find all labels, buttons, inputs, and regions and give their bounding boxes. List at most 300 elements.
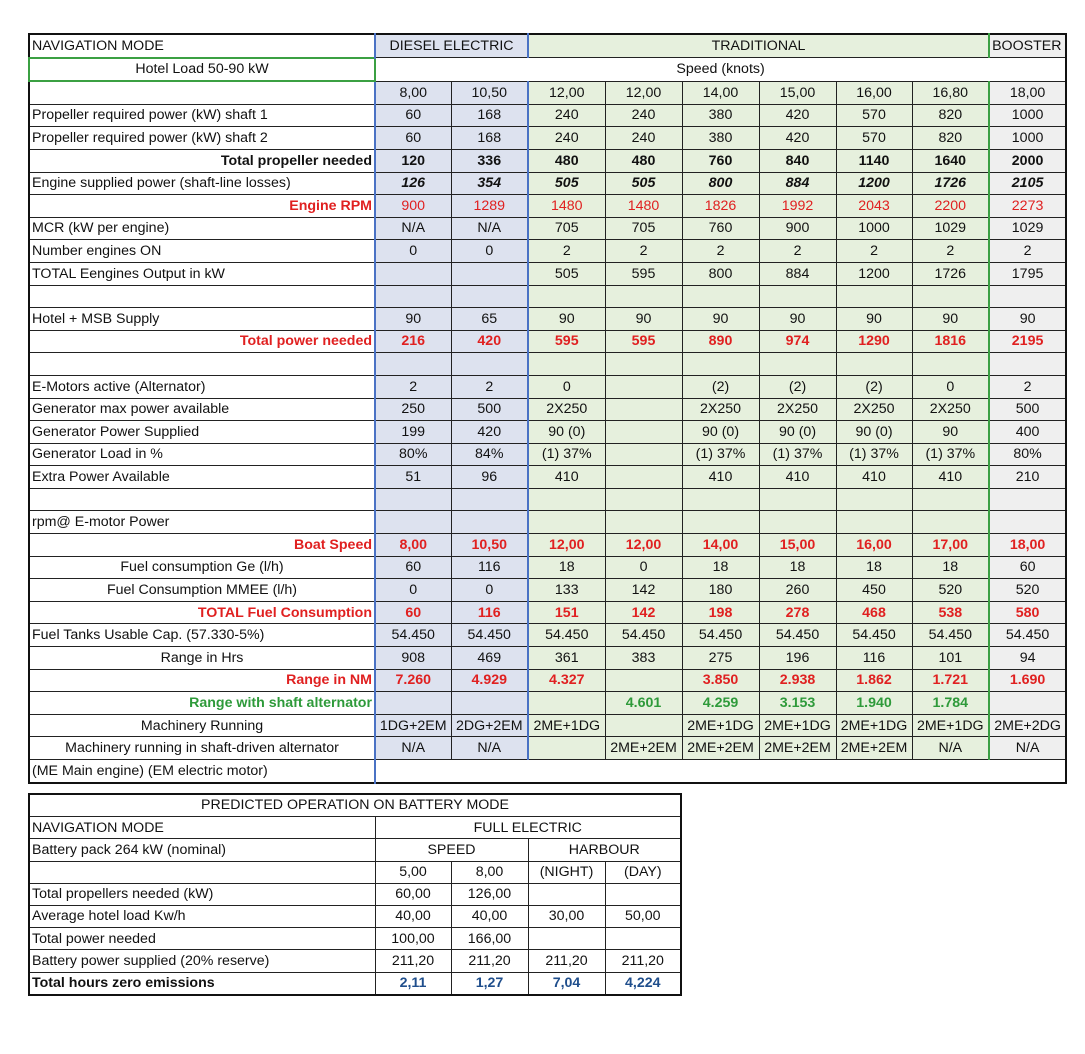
table-cell: 90 [989, 308, 1066, 331]
row-label: Generator Load in % [29, 443, 375, 466]
table-cell: 420 [451, 330, 528, 353]
row-label: Propeller required power (kW) shaft 1 [29, 104, 375, 127]
table-cell: 1.690 [989, 669, 1066, 692]
table-cell: 1140 [836, 149, 912, 172]
table-cell: 126 [375, 172, 451, 195]
table-cell: 4.929 [451, 669, 528, 692]
table-cell: 80% [375, 443, 451, 466]
table-cell: 90 (0) [682, 421, 759, 444]
battery-row-label: Total hours zero emissions [29, 972, 375, 995]
table-cell: 570 [836, 127, 912, 150]
table-cell: 90 [605, 308, 682, 331]
table-cell: 420 [759, 104, 836, 127]
mode-traditional: TRADITIONAL [528, 34, 989, 58]
table-cell: 500 [989, 398, 1066, 421]
table-cell: 1.940 [836, 692, 912, 715]
table-cell: 101 [912, 647, 989, 670]
table-cell: 0 [528, 375, 605, 398]
table-cell: 1200 [836, 262, 912, 285]
battery-cell: 40,00 [375, 905, 451, 927]
row-label: Boat Speed [29, 534, 375, 557]
table-cell: 2 [605, 240, 682, 263]
table-cell: 1029 [912, 217, 989, 240]
table-cell: 505 [528, 172, 605, 195]
table-cell: 90 [759, 308, 836, 331]
table-cell: 90 [375, 308, 451, 331]
table-cell: 900 [375, 195, 451, 218]
table-cell [528, 488, 605, 511]
battery-cell: 126,00 [451, 883, 528, 905]
table-cell: 60 [989, 556, 1066, 579]
table-cell: 240 [605, 127, 682, 150]
table-cell: 705 [528, 217, 605, 240]
table-cell: 580 [989, 601, 1066, 624]
row-label: rpm@ E-motor Power [29, 511, 375, 534]
row-label: Propeller required power (kW) shaft 2 [29, 127, 375, 150]
table-cell: 2 [836, 240, 912, 263]
row-label [29, 488, 375, 511]
table-cell: 54.450 [605, 624, 682, 647]
table-cell [605, 398, 682, 421]
table-cell: (1) 37% [528, 443, 605, 466]
table-cell: 4.601 [605, 692, 682, 715]
battery-cell: 7,04 [528, 972, 605, 995]
table-cell: 90 [682, 308, 759, 331]
table-cell: 520 [912, 579, 989, 602]
table-cell: 1795 [989, 262, 1066, 285]
table-cell: 90 [912, 308, 989, 331]
battery-cell: 40,00 [451, 905, 528, 927]
speed-header-cell: 18,00 [989, 81, 1066, 104]
table-cell: 4.327 [528, 669, 605, 692]
hotel-load-label: Hotel Load 50-90 kW [29, 58, 375, 82]
table-cell: 275 [682, 647, 759, 670]
table-cell: 1816 [912, 330, 989, 353]
table-cell: 90 (0) [528, 421, 605, 444]
table-cell: N/A [912, 737, 989, 760]
row-label: Engine RPM [29, 195, 375, 218]
table-cell: 500 [451, 398, 528, 421]
table-cell: 54.450 [375, 624, 451, 647]
table-cell: 884 [759, 172, 836, 195]
table-cell: 278 [759, 601, 836, 624]
battery-cell: 100,00 [375, 928, 451, 950]
speed-header-cell: 16,80 [912, 81, 989, 104]
table-cell: 410 [912, 466, 989, 489]
row-label: Machinery Running [29, 714, 375, 737]
table-cell: 180 [682, 579, 759, 602]
table-cell: 1726 [912, 262, 989, 285]
table-cell: N/A [451, 737, 528, 760]
table-cell [375, 692, 451, 715]
table-cell: 570 [836, 104, 912, 127]
table-cell: 12,00 [605, 534, 682, 557]
table-cell [989, 353, 1066, 376]
table-cell [375, 488, 451, 511]
row-label: Engine supplied power (shaft-line losses) [29, 172, 375, 195]
battery-title: PREDICTED OPERATION ON BATTERY MODE [29, 794, 681, 817]
table-cell: 60 [375, 601, 451, 624]
battery-cell: 1,27 [451, 972, 528, 995]
table-cell [682, 488, 759, 511]
table-cell: 820 [912, 104, 989, 127]
table-cell: 505 [605, 172, 682, 195]
table-cell: (1) 37% [912, 443, 989, 466]
table-cell: 54.450 [682, 624, 759, 647]
table-cell: 142 [605, 601, 682, 624]
table-cell [759, 511, 836, 534]
table-cell: 210 [989, 466, 1066, 489]
table-cell: 2000 [989, 149, 1066, 172]
table-cell: 90 (0) [836, 421, 912, 444]
table-cell: 2 [759, 240, 836, 263]
table-cell [759, 285, 836, 308]
table-cell [528, 353, 605, 376]
footnote-blank [375, 760, 1066, 783]
battery-subheader-blank [29, 861, 375, 883]
table-cell: 1826 [682, 195, 759, 218]
table-cell [836, 353, 912, 376]
table-cell: 151 [528, 601, 605, 624]
table-cell: 800 [682, 262, 759, 285]
battery-row-label: Average hotel load Kw/h [29, 905, 375, 927]
table-cell: 1.862 [836, 669, 912, 692]
footnote: (ME Main engine) (EM electric motor) [29, 760, 375, 783]
battery-cell: 60,00 [375, 883, 451, 905]
battery-cell: 211,20 [375, 950, 451, 972]
speed-header-cell: 16,00 [836, 81, 912, 104]
table-cell: 1.784 [912, 692, 989, 715]
table-cell: 1289 [451, 195, 528, 218]
table-cell: 8,00 [375, 534, 451, 557]
table-cell: (2) [682, 375, 759, 398]
table-cell: 168 [451, 127, 528, 150]
table-cell: 168 [451, 104, 528, 127]
table-cell: 199 [375, 421, 451, 444]
table-cell: 120 [375, 149, 451, 172]
battery-row-label: Total propellers needed (kW) [29, 883, 375, 905]
table-cell: 1029 [989, 217, 1066, 240]
table-cell: 0 [375, 240, 451, 263]
table-cell: 2 [989, 240, 1066, 263]
table-cell: 14,00 [682, 534, 759, 557]
table-cell: 410 [682, 466, 759, 489]
table-cell: 380 [682, 104, 759, 127]
table-cell [912, 511, 989, 534]
table-cell: 361 [528, 647, 605, 670]
table-cell: 18 [836, 556, 912, 579]
table-cell: 17,00 [912, 534, 989, 557]
table-cell: (1) 37% [759, 443, 836, 466]
table-cell [605, 669, 682, 692]
row-label: E-Motors active (Alternator) [29, 375, 375, 398]
row-label: Range in Hrs [29, 647, 375, 670]
table-cell: 520 [989, 579, 1066, 602]
table-cell: 538 [912, 601, 989, 624]
table-cell: 2ME+2EM [682, 737, 759, 760]
table-cell: 90 [528, 308, 605, 331]
table-cell [682, 285, 759, 308]
table-cell: 10,50 [451, 534, 528, 557]
table-cell: 1000 [989, 104, 1066, 127]
speed-header-cell: 14,00 [682, 81, 759, 104]
table-cell: 1290 [836, 330, 912, 353]
table-cell: 51 [375, 466, 451, 489]
table-cell: 410 [759, 466, 836, 489]
table-cell: 1DG+2EM [375, 714, 451, 737]
table-cell [605, 375, 682, 398]
table-cell: 18,00 [989, 534, 1066, 557]
table-cell: 240 [528, 104, 605, 127]
table-cell [682, 511, 759, 534]
table-cell [528, 511, 605, 534]
table-cell: 2 [375, 375, 451, 398]
battery-cell [605, 883, 681, 905]
table-cell: 3.850 [682, 669, 759, 692]
table-cell: 2 [451, 375, 528, 398]
table-cell: 90 [836, 308, 912, 331]
table-cell [605, 511, 682, 534]
table-cell: 400 [989, 421, 1066, 444]
table-cell: 2X250 [759, 398, 836, 421]
table-cell [375, 285, 451, 308]
table-cell [759, 353, 836, 376]
table-cell [451, 692, 528, 715]
table-cell: 1480 [605, 195, 682, 218]
table-cell [375, 353, 451, 376]
table-cell [605, 714, 682, 737]
row-label: Fuel Consumption MMEE (l/h) [29, 579, 375, 602]
table-cell: 820 [912, 127, 989, 150]
table-cell: 2105 [989, 172, 1066, 195]
table-cell [912, 285, 989, 308]
table-cell: 2ME+2DG [989, 714, 1066, 737]
table-cell: 80% [989, 443, 1066, 466]
table-cell: 1480 [528, 195, 605, 218]
table-cell: 2ME+2EM [759, 737, 836, 760]
speed-header-cell: 8,00 [375, 81, 451, 104]
table-cell: 198 [682, 601, 759, 624]
table-cell: 240 [605, 104, 682, 127]
table-cell: 0 [451, 240, 528, 263]
table-cell: 705 [605, 217, 682, 240]
battery-subheader-cell: 8,00 [451, 861, 528, 883]
battery-cell [605, 928, 681, 950]
battery-cell: 30,00 [528, 905, 605, 927]
row-label: Hotel + MSB Supply [29, 308, 375, 331]
table-cell: 54.450 [451, 624, 528, 647]
table-cell: 2X250 [912, 398, 989, 421]
table-cell [451, 488, 528, 511]
row-label: Range with shaft alternator [29, 692, 375, 715]
table-cell: 760 [682, 149, 759, 172]
table-cell [605, 285, 682, 308]
row-label: Total power needed [29, 330, 375, 353]
table-cell: 2X250 [528, 398, 605, 421]
table-cell: 760 [682, 217, 759, 240]
table-cell: 2ME+1DG [759, 714, 836, 737]
table-cell: 133 [528, 579, 605, 602]
table-cell: 2.938 [759, 669, 836, 692]
table-cell [989, 692, 1066, 715]
table-cell [451, 353, 528, 376]
table-cell [375, 511, 451, 534]
table-cell: 3.153 [759, 692, 836, 715]
table-cell: 4.259 [682, 692, 759, 715]
table-cell: 468 [836, 601, 912, 624]
table-cell: 908 [375, 647, 451, 670]
row-label: Fuel consumption Ge (l/h) [29, 556, 375, 579]
table-cell: 884 [759, 262, 836, 285]
table-cell [759, 488, 836, 511]
table-cell: 2ME+1DG [912, 714, 989, 737]
table-cell: 60 [375, 556, 451, 579]
table-cell [912, 488, 989, 511]
table-cell: 60 [375, 127, 451, 150]
row-label: Generator max power available [29, 398, 375, 421]
navigation-mode-table [28, 33, 1067, 784]
table-cell: 480 [605, 149, 682, 172]
table-cell [528, 737, 605, 760]
table-cell: 2200 [912, 195, 989, 218]
table-cell: (2) [836, 375, 912, 398]
table-cell: (2) [759, 375, 836, 398]
table-cell: (1) 37% [836, 443, 912, 466]
harbour-group-header: HARBOUR [528, 839, 681, 861]
table-cell: 90 [912, 421, 989, 444]
table-cell: 90 (0) [759, 421, 836, 444]
battery-subheader-cell: (NIGHT) [528, 861, 605, 883]
row-label: Number engines ON [29, 240, 375, 263]
table-cell: 2 [989, 375, 1066, 398]
table-cell: 116 [451, 601, 528, 624]
table-cell: 7.260 [375, 669, 451, 692]
table-cell: 18 [528, 556, 605, 579]
table-cell: 2 [682, 240, 759, 263]
battery-cell [528, 928, 605, 950]
table-cell: 1726 [912, 172, 989, 195]
table-cell [605, 353, 682, 376]
table-cell [375, 262, 451, 285]
table-cell [836, 488, 912, 511]
row-label: TOTAL Eengines Output in kW [29, 262, 375, 285]
battery-cell: 211,20 [605, 950, 681, 972]
battery-mode-table [28, 793, 682, 996]
row-label: Fuel Tanks Usable Cap. (57.330-5%) [29, 624, 375, 647]
full-electric-mode: FULL ELECTRIC [375, 817, 681, 839]
row-label: Machinery running in shaft-driven alternator [29, 737, 375, 760]
table-cell: 250 [375, 398, 451, 421]
table-cell [451, 262, 528, 285]
table-cell [605, 443, 682, 466]
table-cell: 1200 [836, 172, 912, 195]
table-cell: 260 [759, 579, 836, 602]
battery-cell: 211,20 [451, 950, 528, 972]
table-cell: 900 [759, 217, 836, 240]
row-label: Generator Power Supplied [29, 421, 375, 444]
table-cell: 1.721 [912, 669, 989, 692]
table-cell: 2ME+2EM [605, 737, 682, 760]
nav-mode-label: NAVIGATION MODE [29, 34, 375, 58]
table-cell: 1000 [989, 127, 1066, 150]
table-cell: 410 [836, 466, 912, 489]
battery-cell: 211,20 [528, 950, 605, 972]
battery-cell: 4,224 [605, 972, 681, 995]
table-cell: 380 [682, 127, 759, 150]
table-cell: 2DG+2EM [451, 714, 528, 737]
table-cell: 595 [605, 262, 682, 285]
table-cell: (1) 37% [682, 443, 759, 466]
table-cell: 2ME+1DG [682, 714, 759, 737]
table-cell: N/A [375, 737, 451, 760]
table-cell: 18 [912, 556, 989, 579]
table-cell: 18 [682, 556, 759, 579]
speed-group-header: SPEED [375, 839, 528, 861]
table-cell [605, 488, 682, 511]
battery-subheader-cell: 5,00 [375, 861, 451, 883]
table-cell: 354 [451, 172, 528, 195]
table-cell: 0 [912, 375, 989, 398]
table-cell [682, 353, 759, 376]
table-cell: 15,00 [759, 534, 836, 557]
table-cell: 54.450 [528, 624, 605, 647]
table-cell: N/A [989, 737, 1066, 760]
table-cell: 974 [759, 330, 836, 353]
table-cell [605, 466, 682, 489]
table-cell: 0 [375, 579, 451, 602]
table-cell [528, 692, 605, 715]
table-cell: 1992 [759, 195, 836, 218]
table-cell [989, 285, 1066, 308]
table-cell: 595 [528, 330, 605, 353]
speed-header-cell: 12,00 [605, 81, 682, 104]
battery-cell: 50,00 [605, 905, 681, 927]
table-cell: 450 [836, 579, 912, 602]
table-cell: 336 [451, 149, 528, 172]
table-cell: 18 [759, 556, 836, 579]
table-cell: 2X250 [836, 398, 912, 421]
table-cell: 2ME+2EM [836, 737, 912, 760]
row-label: Total propeller needed [29, 149, 375, 172]
table-cell: 54.450 [912, 624, 989, 647]
table-cell [912, 353, 989, 376]
table-cell: 2 [528, 240, 605, 263]
battery-nav-mode-label: NAVIGATION MODE [29, 817, 375, 839]
table-cell: 0 [451, 579, 528, 602]
table-cell: 2273 [989, 195, 1066, 218]
battery-row-label: Total power needed [29, 928, 375, 950]
table-cell [836, 285, 912, 308]
table-cell [605, 421, 682, 444]
table-cell: 840 [759, 149, 836, 172]
table-cell: 54.450 [759, 624, 836, 647]
mode-booster: BOOSTER [989, 34, 1066, 58]
table-cell: 1000 [836, 217, 912, 240]
speed-header-cell: 12,00 [528, 81, 605, 104]
speed-header-blank [29, 81, 375, 104]
row-label: Range in NM [29, 669, 375, 692]
table-cell: 196 [759, 647, 836, 670]
table-cell: 84% [451, 443, 528, 466]
table-cell: 2ME+1DG [528, 714, 605, 737]
table-cell: 2X250 [682, 398, 759, 421]
row-label: Extra Power Available [29, 466, 375, 489]
table-cell: 383 [605, 647, 682, 670]
table-cell: 469 [451, 647, 528, 670]
table-cell: 505 [528, 262, 605, 285]
table-cell: 800 [682, 172, 759, 195]
battery-row-label: Battery power supplied (20% reserve) [29, 950, 375, 972]
